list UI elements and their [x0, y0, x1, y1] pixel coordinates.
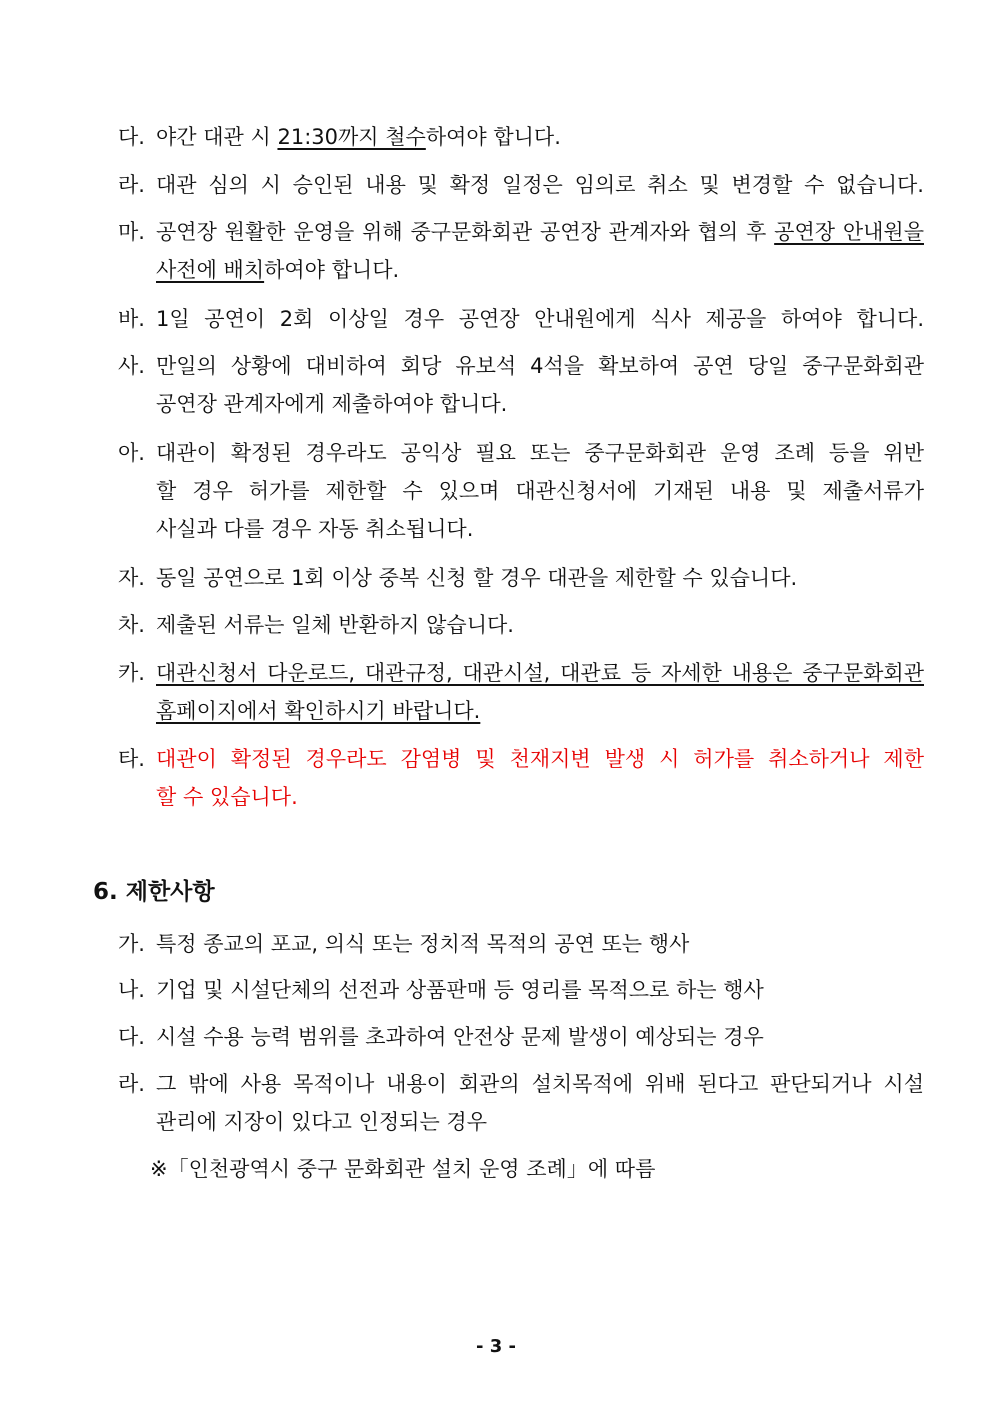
regulation-note: ※「인천광역시 중구 문화회관 설치 운영 조례」에 따름 — [150, 1157, 656, 1181]
restriction-item-da — [118, 1018, 924, 1056]
item-text: 특정 종교의 포교, 의식 또는 정치적 목적의 공연 또는 행사 — [156, 932, 690, 956]
item-marker: 자. — [118, 566, 145, 590]
item-text: 시설 수용 능력 범위를 초과하여 안전상 문제 발생이 예상되는 경우 — [156, 1025, 764, 1049]
item-text: 기업 및 시설단체의 선전과 상품판매 등 영리를 목적으로 하는 행사 — [156, 978, 764, 1002]
item-text: 하여야 합니다. — [425, 125, 561, 149]
warning-line-1: 대관이 확정된 경우라도 감염병 및 천재지변 발생 시 허가를 취소하거나 제한 — [156, 747, 924, 771]
item-text: 1일 공연이 2회 이상일 경우 공연장 안내원에게 식사 제공을 하여야 합니다. — [156, 307, 924, 331]
item-marker: 차. — [118, 613, 145, 637]
item-marker: 마. — [118, 220, 145, 244]
item-underlined-text: 사전에 배치 — [156, 258, 265, 282]
item-underlined-text: 21:30까지 철수 — [277, 125, 426, 149]
homepage-link-text: 대관신청서 다운로드, 대관규정, 대관시설, 대관료 등 자세한 내용은 중구문화회관 — [156, 661, 924, 685]
item-line-1 — [156, 654, 924, 692]
item-text: 공연장 원활한 운영을 위해 중구문화회관 공연장 관계자와 협의 후 — [156, 220, 775, 244]
item-text: 하여야 합니다. — [264, 258, 400, 282]
item-line-2: 할 경우 허가를 제한할 수 있으며 대관신청서에 기재된 내용 및 제출서류가 — [156, 479, 924, 503]
notice-item-ma — [118, 213, 924, 289]
item-line-2 — [156, 692, 924, 730]
notice-item-ta — [118, 740, 924, 816]
item-marker: 사. — [118, 354, 145, 378]
item-marker: 타. — [118, 747, 145, 771]
notice-item-a — [118, 434, 924, 548]
homepage-link-text: 홈페이지에서 확인하시기 바랍니다. — [156, 699, 481, 723]
item-line-2 — [156, 251, 924, 289]
restriction-item-na — [118, 971, 924, 1009]
notice-item-da — [118, 118, 924, 156]
item-marker: 다. — [118, 1025, 145, 1049]
item-line-1: 만일의 상황에 대비하여 회당 유보석 4석을 확보하여 공연 당일 중구문화회관 — [156, 354, 924, 378]
item-line-2: 공연장 관계자에게 제출하여야 합니다. — [156, 392, 508, 416]
item-marker: 가. — [118, 932, 145, 956]
item-marker: 아. — [118, 441, 145, 465]
page-number: - 3 - — [476, 1336, 516, 1357]
item-text: 제출된 서류는 일체 반환하지 않습니다. — [156, 613, 514, 637]
notice-item-ka — [118, 654, 924, 730]
item-line-2: 관리에 지장이 있다고 인정되는 경우 — [156, 1110, 487, 1134]
item-marker: 다. — [118, 125, 145, 149]
item-marker: 라. — [118, 173, 145, 197]
notice-item-ja — [118, 559, 924, 597]
notice-item-cha — [118, 606, 924, 644]
item-underlined-text: 공연장 안내원을 — [774, 220, 924, 244]
restriction-item-ra — [118, 1065, 924, 1141]
item-line-1 — [156, 213, 924, 251]
warning-line-2: 할 수 있습니다. — [156, 785, 298, 809]
item-marker: 나. — [118, 978, 145, 1002]
item-text: 야간 대관 시 — [156, 125, 278, 149]
restriction-item-ga — [118, 925, 924, 963]
item-text: 동일 공연으로 1회 이상 중복 신청 할 경우 대관을 제한할 수 있습니다. — [156, 566, 798, 590]
item-line-1: 그 밖에 사용 목적이나 내용이 회관의 설치목적에 위배 된다고 판단되거나 시설 — [156, 1072, 924, 1096]
item-line-3: 사실과 다를 경우 자동 취소됩니다. — [156, 517, 474, 541]
item-marker: 바. — [118, 307, 145, 331]
notice-item-sa — [118, 347, 924, 423]
section-heading: 6. 제한사항 — [93, 879, 215, 905]
item-text: 대관 심의 시 승인된 내용 및 확정 일정은 임의로 취소 및 변경할 수 없습니다. — [156, 173, 924, 197]
item-line-1: 대관이 확정된 경우라도 공익상 필요 또는 중구문화회관 운영 조례 등을 위반 — [156, 441, 924, 465]
item-marker: 라. — [118, 1072, 145, 1096]
notice-item-ra — [118, 166, 924, 204]
notice-item-ba — [118, 300, 924, 338]
item-marker: 카. — [118, 661, 145, 685]
